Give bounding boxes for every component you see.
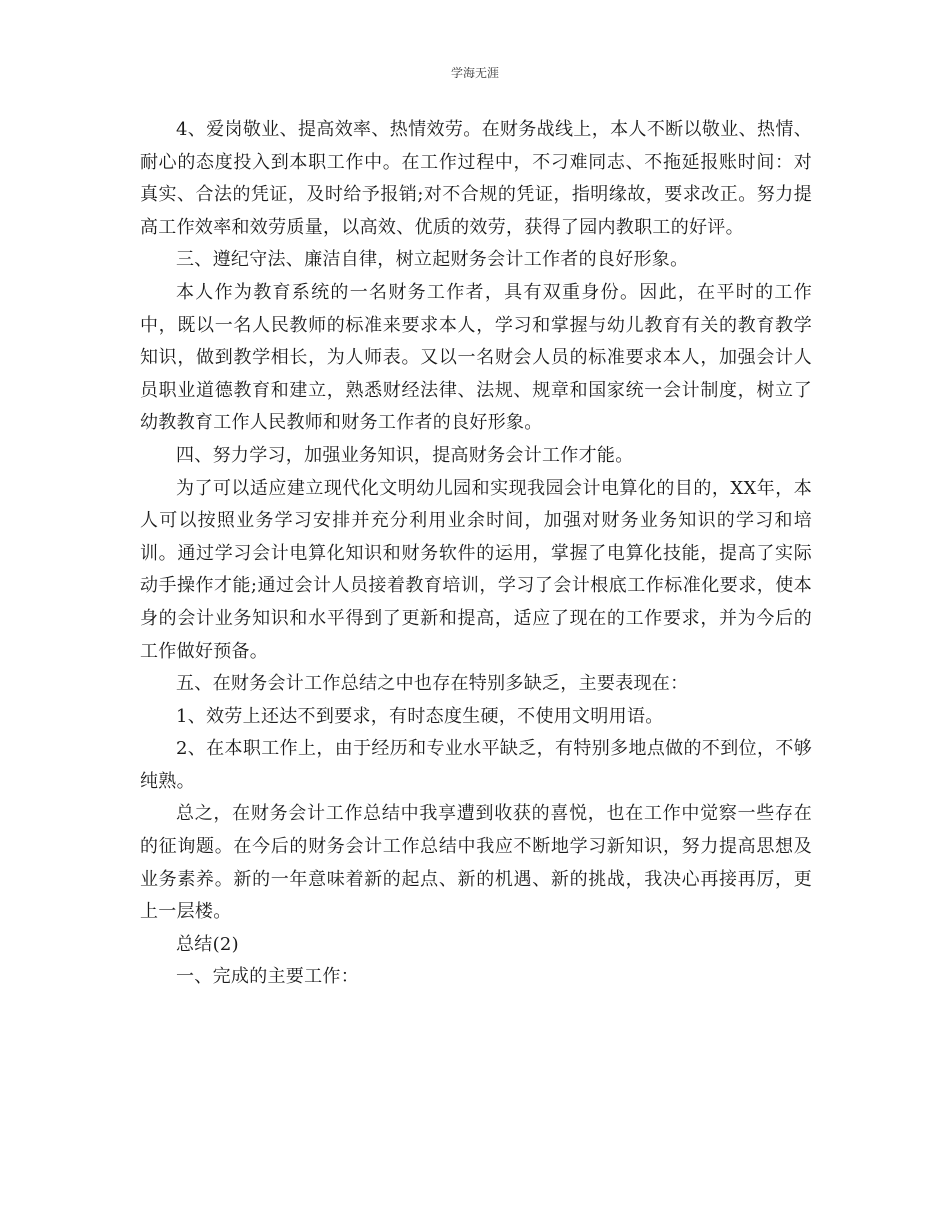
paragraph-dual-identity: 本人作为教育系统的一名财务工作者，具有双重身份。因此，在平时的工作中，既以一名人民教师的标准来要求本人，学习和掌握与幼儿教育有关的教育教学知识，做到教学相长，为人师表。又以一名财会人员的标准要求本人，加强会计人员职业道德教育和建立，熟悉财经法律、法规、规章和国家统一会计制度，树立了幼教教育工作人民教师和财务工作者的良好形象。 — [140, 281, 812, 434]
paragraph-study: 为了可以适应建立现代化文明幼儿园和实现我园会计电算化的目的，XX年，本人可以按照业务学习安排并充分利用业余时间，加强对财务业务知识的学习和培训。通过学习会计电算化知识和财务软件的运用，掌握了电算化技能，提高了实际动手操作才能;通过会计人员接着教育培训，学习了会计根底工作标准化要求，使本身的会计业务知识和水平得到了更新和提高，适应了现在的工作要求，并为今后的工作做好预备。 — [140, 477, 812, 662]
heading-shortcomings: 五、在财务会计工作总结之中也存在特别多缺乏，主要表现在： — [176, 673, 689, 695]
heading-discipline: 三、遵纪守法、廉洁自律，树立起财务会计工作者的良好形象。 — [176, 249, 689, 271]
list-item-shortcoming-1: 1、效劳上还达不到要求，有时态度生硬，不使用文明用语。 — [176, 705, 664, 727]
paragraph-conclusion: 总之，在财务会计工作总结中我享遭到收获的喜悦，也在工作中觉察一些存在的征询题。在今后的财务会计工作总结中我应不断地学习新知识，努力提高思想及业务素养。新的一年意味着新的起点、新的机遇、新的挑战，我决心再接再厉，更上一层楼。 — [140, 803, 812, 923]
heading-main-work: 一、完成的主要工作： — [176, 966, 359, 988]
paragraph-service-attitude: 4、爱岗敬业、提高效率、热情效劳。在财务战线上，本人不断以敬业、热情、耐心的态度投入到本职工作中。在工作过程中，不刁难同志、不拖延报账时间：对真实、合法的凭证，及时给予报销;对不合规的凭证，指明缘故，要求改正。努力提高工作效率和效劳质量，以高效、优质的效劳，获得了园内教职工的好评。 — [140, 119, 812, 238]
list-item-shortcoming-2: 2、在本职工作上，由于经历和专业水平缺乏，有特别多地点做的不到位，不够纯熟。 — [140, 738, 812, 792]
document-body — [140, 114, 812, 994]
page-header: 学海无涯 — [450, 66, 499, 80]
heading-study: 四、努力学习，加强业务知识，提高财务会计工作才能。 — [176, 444, 634, 466]
section-title-summary-2: 总结(2) — [176, 933, 239, 955]
